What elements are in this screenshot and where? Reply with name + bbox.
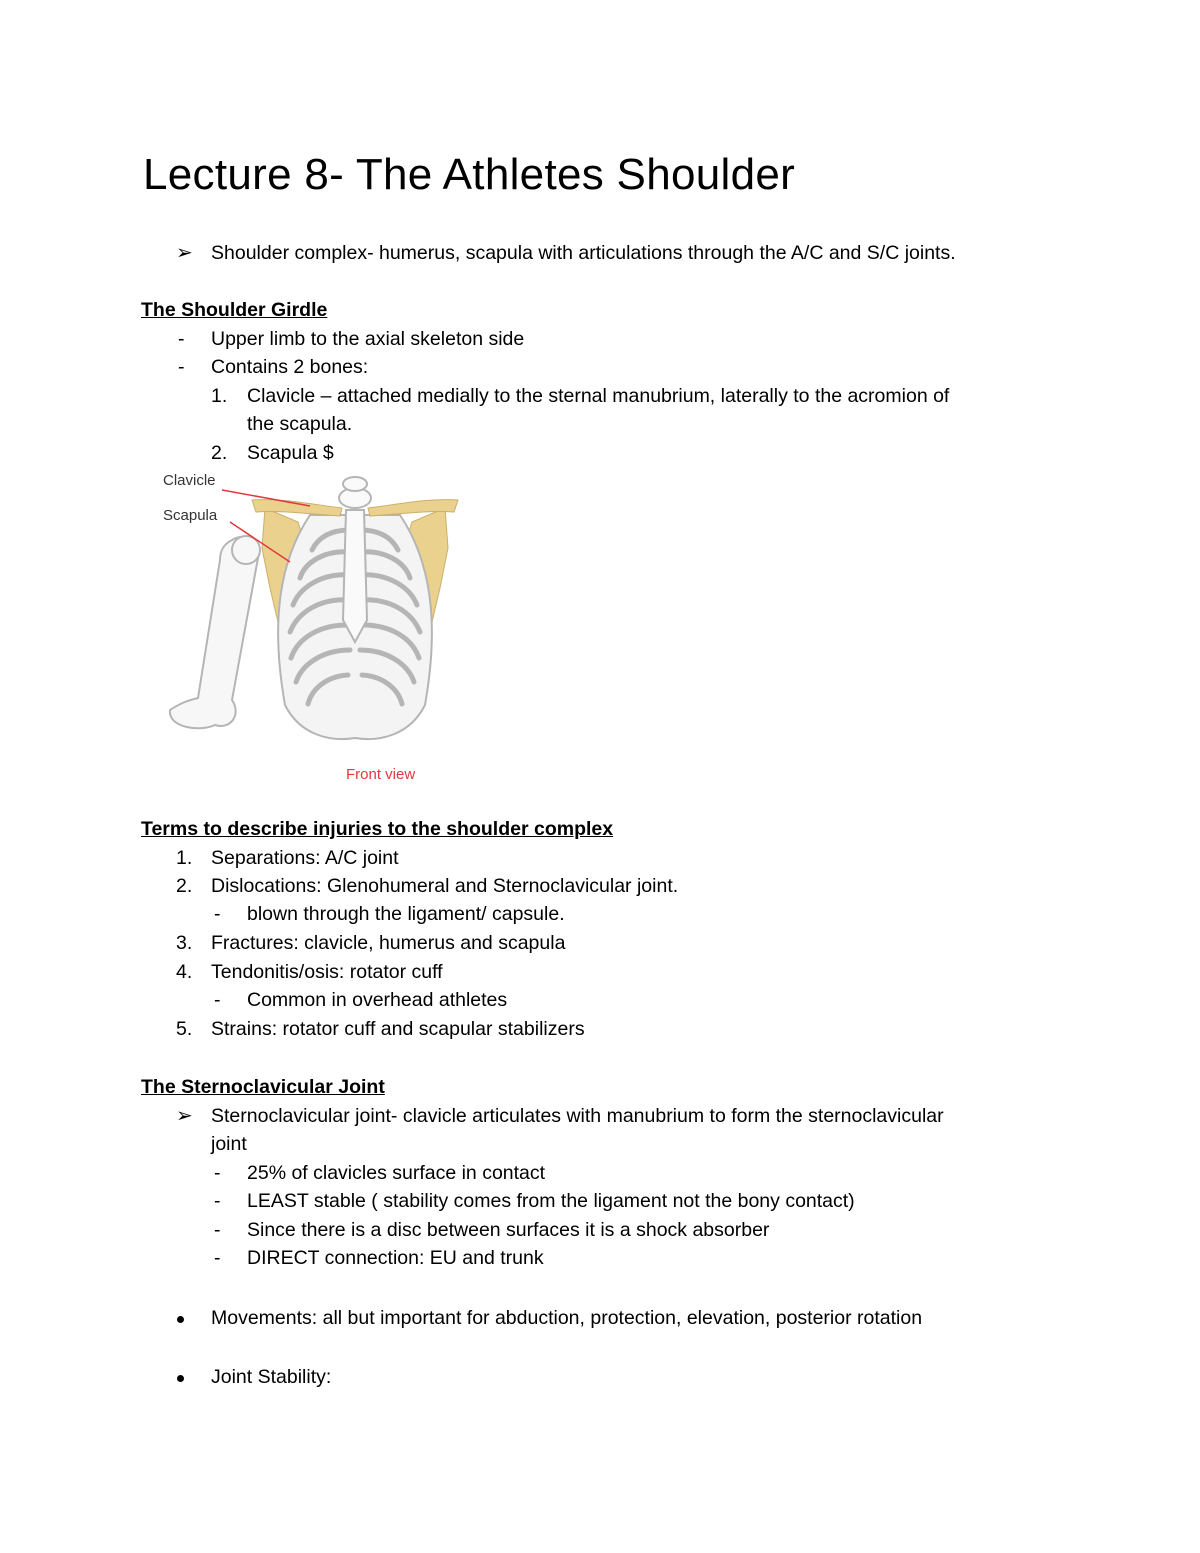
arrow-bullet-icon: ➢	[176, 1105, 193, 1127]
section-heading-sc-joint: The Sternoclavicular Joint	[141, 1076, 385, 1098]
list-item: Scapula $	[247, 442, 334, 464]
list-item: Tendonitis/osis: rotator cuff	[211, 961, 443, 983]
list-item: blown through the ligament/ capsule.	[247, 903, 565, 925]
page-title: Lecture 8- The Athletes Shoulder	[143, 150, 796, 199]
list-item: Separations: A/C joint	[211, 847, 399, 869]
number-marker: 1.	[176, 847, 193, 869]
number-marker: 2.	[211, 442, 228, 464]
list-item: LEAST stable ( stability comes from the ligament not the bony contact)	[247, 1190, 855, 1212]
list-item: Contains 2 bones:	[211, 356, 369, 378]
dash-marker: -	[178, 328, 185, 350]
dash-marker: -	[214, 1219, 221, 1241]
list-item: Upper limb to the axial skeleton side	[211, 328, 525, 350]
dash-marker: -	[214, 1162, 221, 1184]
label-clavicle: Clavicle	[163, 472, 216, 489]
list-item: Sternoclavicular joint- clavicle articulates with manubrium to form the sternoclavicular	[211, 1105, 944, 1127]
dash-marker: -	[214, 989, 221, 1011]
list-item: Clavicle – attached medially to the sternal manubrium, laterally to the acromion of	[247, 385, 950, 407]
list-item: Since there is a disc between surfaces it is a shock absorber	[247, 1219, 770, 1241]
bullet-dot-icon	[177, 1375, 184, 1382]
figure-caption: Front view	[346, 766, 416, 783]
list-item: Fractures: clavicle, humerus and scapula	[211, 932, 566, 954]
humerus	[170, 537, 258, 728]
list-item: Movements: all but important for abduction, protection, elevation, posterior rotation	[211, 1307, 923, 1329]
dash-marker: -	[214, 1247, 221, 1269]
list-item: Strains: rotator cuff and scapular stabilizers	[211, 1018, 585, 1040]
label-scapula: Scapula	[163, 507, 218, 524]
list-item: DIRECT connection: EU and trunk	[247, 1247, 544, 1269]
dash-marker: -	[214, 1190, 221, 1212]
list-item: 25% of clavicles surface in contact	[247, 1162, 546, 1184]
number-marker: 2.	[176, 875, 193, 897]
shoulder-girdle-figure	[160, 470, 550, 790]
intro-text: Shoulder complex- humerus, scapula with articulations through the A/C and S/C joints.	[211, 242, 956, 264]
list-item-continuation: the scapula.	[247, 413, 353, 435]
dash-marker: -	[214, 903, 221, 925]
list-item: Common in overhead athletes	[247, 989, 508, 1011]
number-marker: 3.	[176, 932, 193, 954]
bullet-dot-icon	[177, 1316, 184, 1323]
list-item: Joint Stability:	[211, 1366, 332, 1388]
skeleton-illustration	[160, 470, 550, 790]
number-marker: 4.	[176, 961, 193, 983]
arrow-bullet-icon: ➢	[176, 242, 193, 264]
dash-marker: -	[178, 356, 185, 378]
section-heading-terms: Terms to describe injuries to the shoulder complex	[141, 818, 614, 840]
list-item: Dislocations: Glenohumeral and Sternoclavicular joint.	[211, 875, 679, 897]
section-heading-shoulder-girdle: The Shoulder Girdle	[141, 299, 328, 321]
list-item-continuation: joint	[211, 1133, 247, 1155]
number-marker: 5.	[176, 1018, 193, 1040]
number-marker: 1.	[211, 385, 228, 407]
sternum	[343, 510, 367, 642]
